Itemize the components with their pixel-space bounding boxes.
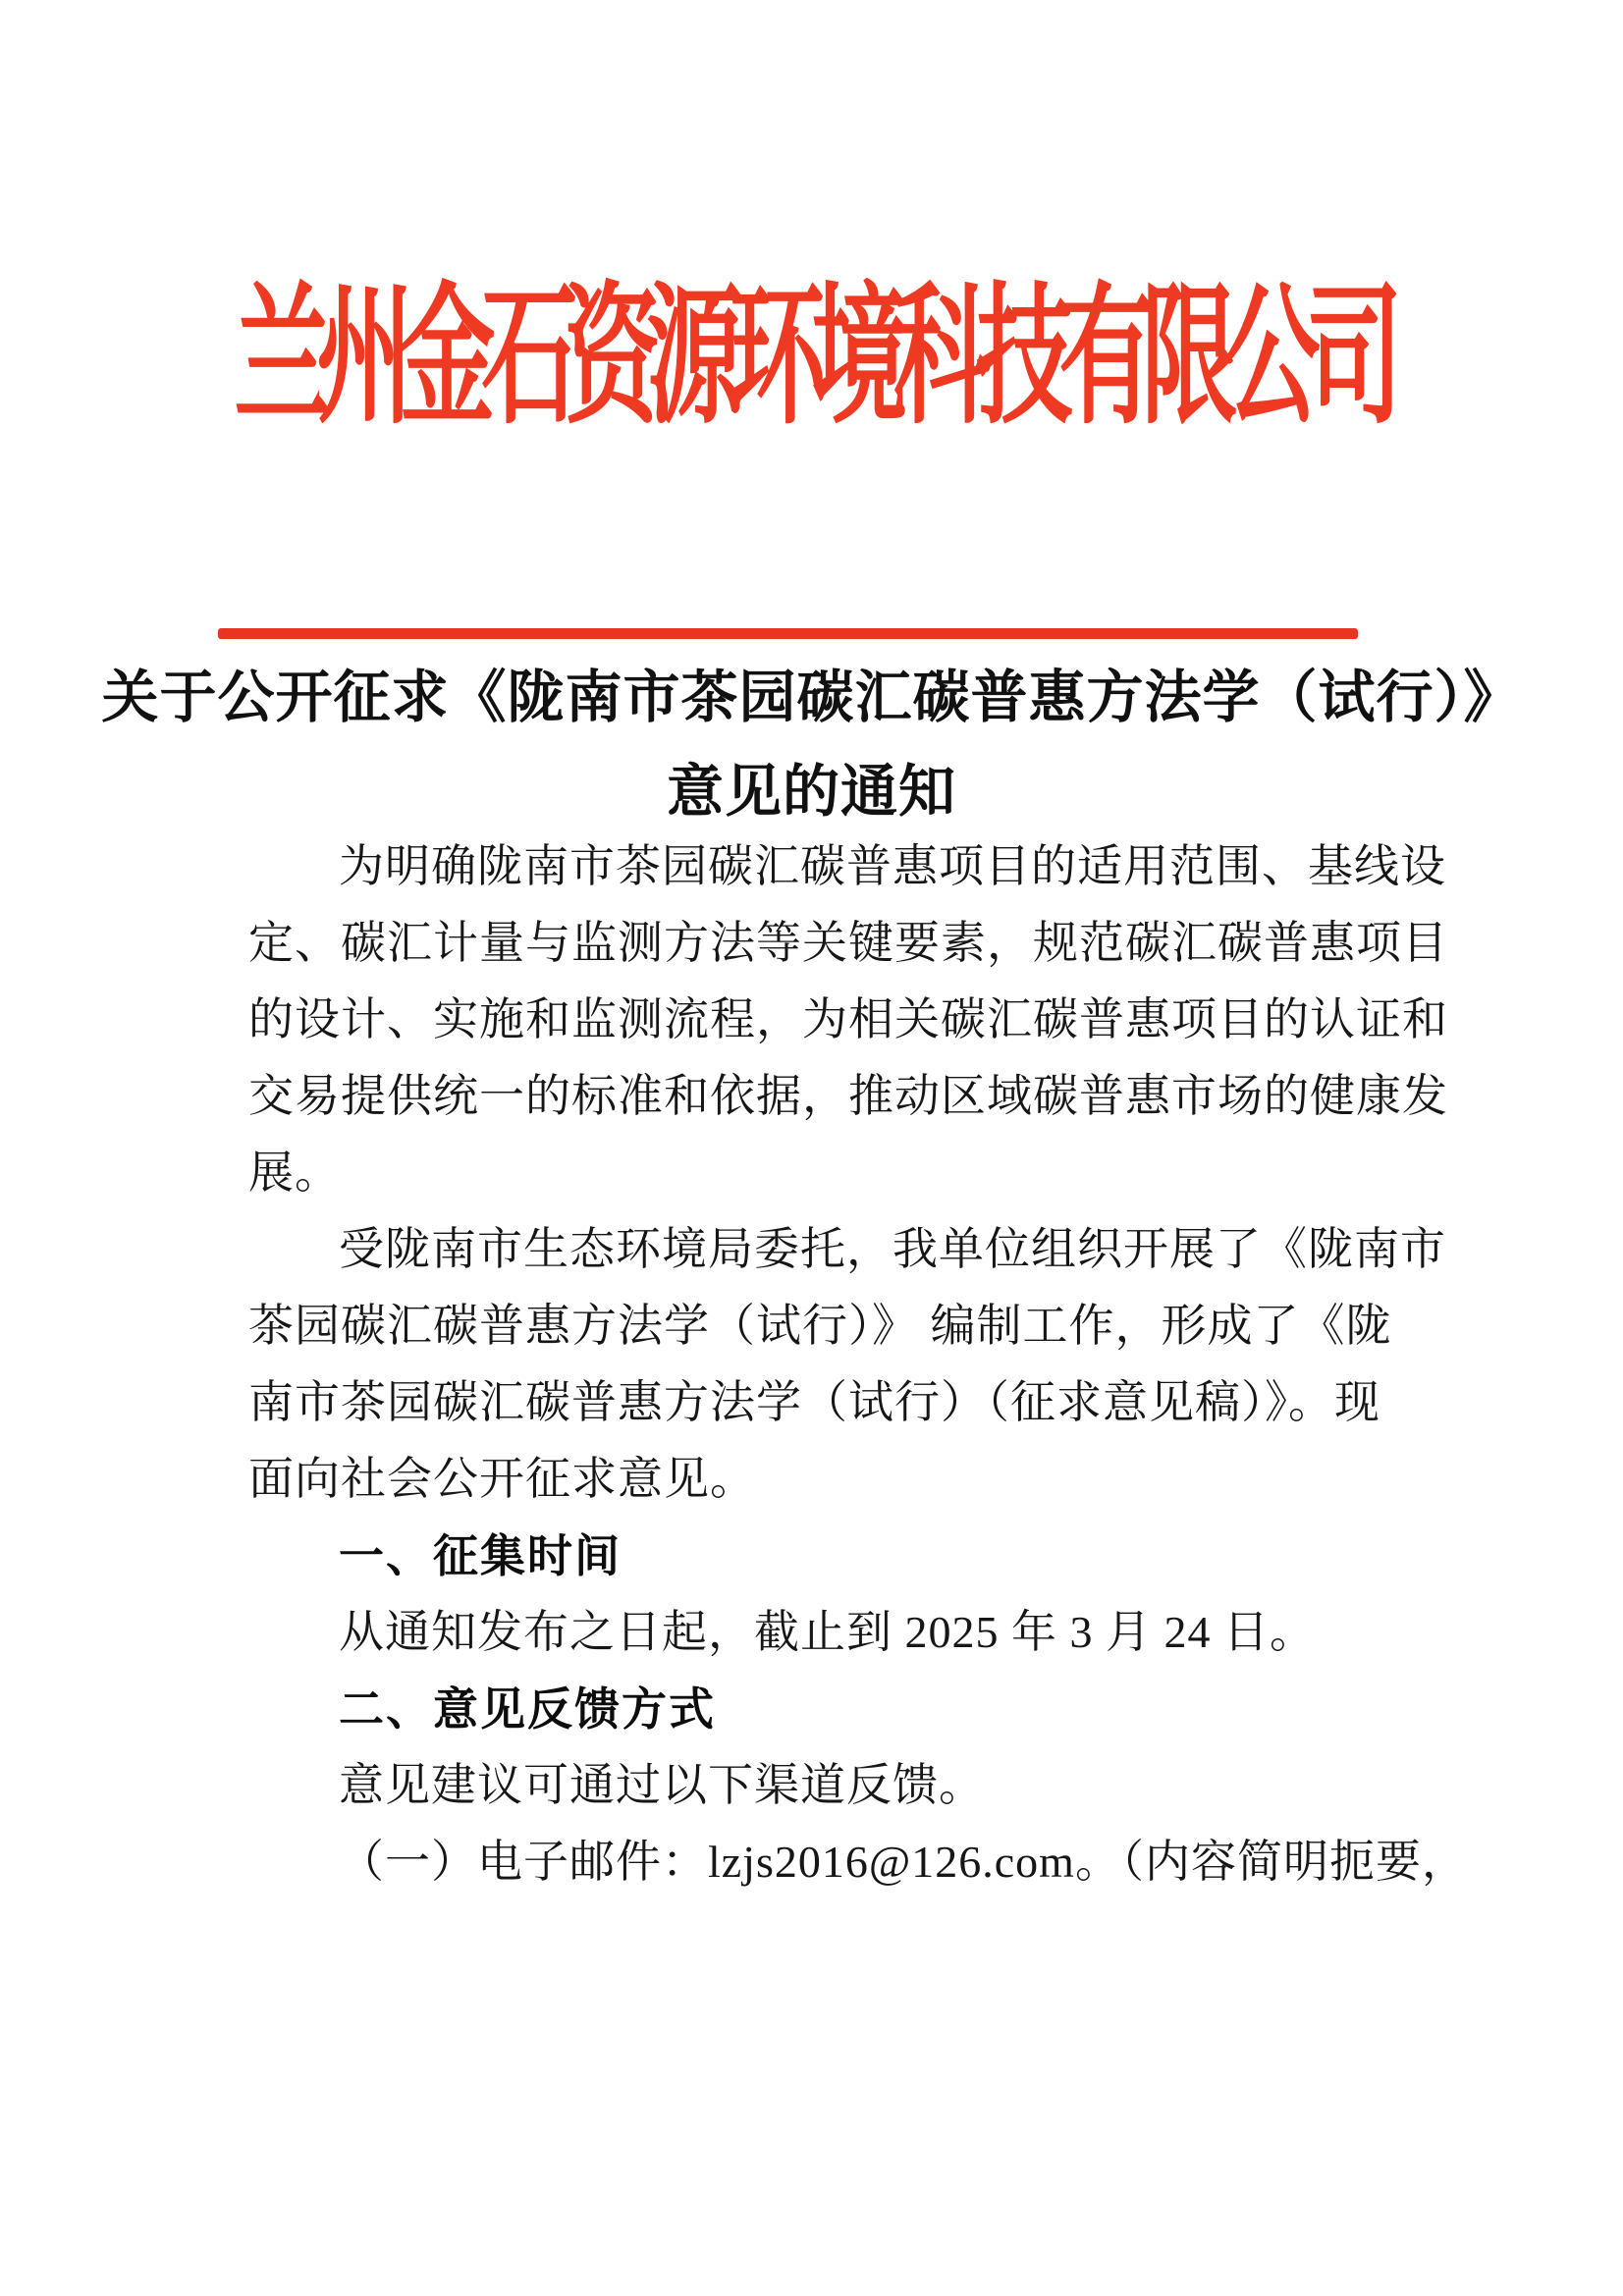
body-line: 为明确陇南市茶园碳汇碳普惠项目的适用范围、基线设 <box>339 841 1446 891</box>
section-heading-collection-time: 一、征集时间 <box>339 1530 622 1581</box>
notice-title-line-1: 关于公开征求《陇南市茶园碳汇碳普惠方法学（试行）》 <box>101 666 1522 729</box>
body-line: 茶园碳汇碳普惠方法学（试行）》 编制工作，形成了《陇 <box>248 1301 1392 1351</box>
body-line: 的设计、实施和监测流程，为相关碳汇碳普惠项目的认证和 <box>248 994 1448 1044</box>
body-line: 交易提供统一的标准和依据，推动区域碳普惠市场的健康发 <box>248 1071 1448 1121</box>
body-line: 南市茶园碳汇碳普惠方法学（试行）（征求意见稿）》。现 <box>248 1377 1380 1427</box>
body-line: 面向社会公开征求意见。 <box>248 1454 756 1504</box>
notice-title <box>0 651 1623 839</box>
body-line: 定、碳汇计量与监测方法等关键要素，规范碳汇碳普惠项目 <box>248 918 1448 968</box>
notice-title-line-2: 意见的通知 <box>666 760 956 824</box>
body-line-email: （一）电子邮件：lzjs2016@126.com。（内容简明扼要， <box>339 1837 1468 1887</box>
section-heading-feedback-method: 二、意见反馈方式 <box>339 1683 716 1735</box>
body-line: 受陇南市生态环境局委托，我单位组织开展了《陇南市 <box>339 1224 1446 1274</box>
body-line: 展。 <box>248 1148 341 1198</box>
body-line-deadline: 从通知发布之日起，截止到 2025 年 3 月 24 日。 <box>339 1607 1316 1657</box>
body-line: 意见建议可通过以下渠道反馈。 <box>339 1760 985 1810</box>
notice-body <box>248 828 1468 1900</box>
company-letterhead: 兰州金石资源环境科技有限公司 <box>234 275 1389 444</box>
letterhead-divider-rule <box>218 628 1358 639</box>
